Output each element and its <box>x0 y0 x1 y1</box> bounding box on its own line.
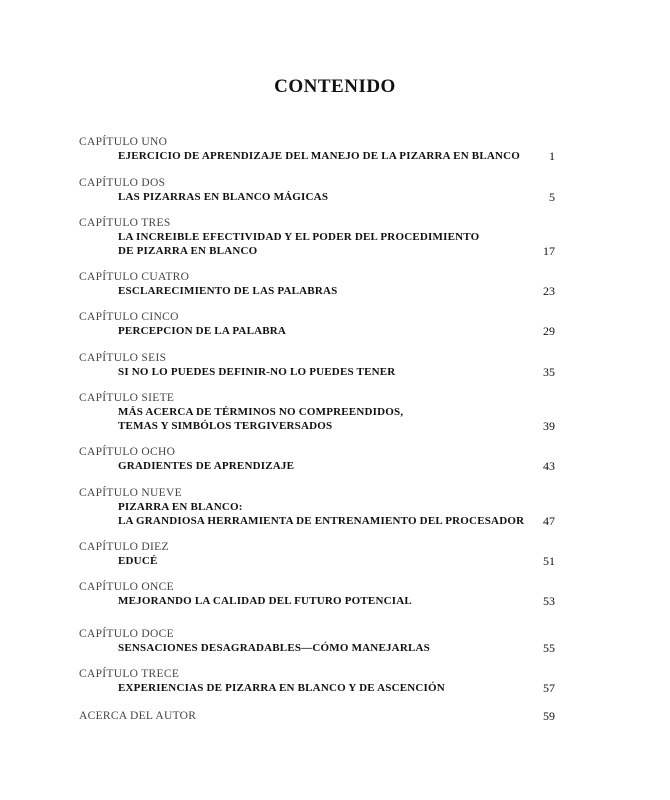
toc-entry[interactable] <box>79 176 555 204</box>
toc-entry[interactable] <box>79 135 555 163</box>
chapter-title-line: TEMAS Y SIMBÓLOS TERGIVERSADOS <box>118 420 333 432</box>
about-author-label: ACERCA DEL AUTOR <box>79 710 197 722</box>
chapter-label: CAPÍTULO SEIS <box>79 352 167 364</box>
chapter-label: CAPÍTULO CINCO <box>79 311 179 323</box>
toc-entry[interactable] <box>79 391 555 433</box>
chapter-title-line: LAS PIZARRAS EN BLANCO MÁGICAS <box>118 191 329 203</box>
chapter-title-line: GRADIENTES DE APRENDIZAJE <box>118 460 295 472</box>
chapter-label: CAPÍTULO UNO <box>79 136 168 148</box>
page-number: 17 <box>543 244 555 258</box>
toc-entry[interactable] <box>79 445 555 473</box>
page-number: 53 <box>543 594 555 608</box>
chapter-title-line: LA GRANDIOSA HERRAMIENTA DE ENTRENAMIENTO DEL PROCESADOR <box>118 515 525 527</box>
page-number: 23 <box>543 284 555 298</box>
page-number: 57 <box>543 681 555 695</box>
toc-entry[interactable] <box>79 351 555 379</box>
chapter-label: CAPÍTULO TRES <box>79 217 171 229</box>
toc-entry[interactable] <box>79 216 555 258</box>
chapter-label: CAPÍTULO NUEVE <box>79 487 182 499</box>
chapter-title-line: EDUCÉ <box>118 555 158 567</box>
page-number: 5 <box>549 190 555 204</box>
page-number: 29 <box>543 324 555 338</box>
chapter-title-line: SI NO LO PUEDES DEFINIR-NO LO PUEDES TENER <box>118 366 396 378</box>
chapter-label: CAPÍTULO DIEZ <box>79 541 169 553</box>
toc-entry[interactable] <box>79 580 555 608</box>
toc-entry[interactable] <box>79 667 555 695</box>
chapter-label: CAPÍTULO ONCE <box>79 581 174 593</box>
page-number: 35 <box>543 365 555 379</box>
page-number: 1 <box>549 149 555 163</box>
chapter-title-line: MEJORANDO LA CALIDAD DEL FUTURO POTENCIAL <box>118 595 412 607</box>
page-number: 47 <box>543 514 555 528</box>
chapter-title-line: LA INCREIBLE EFECTIVIDAD Y EL PODER DEL PROCEDIMIENTO <box>118 231 480 243</box>
chapter-label: CAPÍTULO SIETE <box>79 392 175 404</box>
page-number: 59 <box>543 709 555 723</box>
chapter-title-line: EXPERIENCIAS DE PIZARRA EN BLANCO Y DE ASCENCIÓN <box>118 682 445 694</box>
chapter-title-line: PIZARRA EN BLANCO: <box>118 501 243 513</box>
toc-entry-about-author[interactable] <box>79 709 555 723</box>
chapter-title-line: DE PIZARRA EN BLANCO <box>118 245 258 257</box>
chapter-label: CAPÍTULO OCHO <box>79 446 176 458</box>
toc-entry[interactable] <box>79 540 555 568</box>
page-number: 39 <box>543 419 555 433</box>
page-number: 43 <box>543 459 555 473</box>
chapter-title-line: MÁS ACERCA DE TÉRMINOS NO COMPREENDIDOS, <box>118 406 404 418</box>
toc-entry[interactable] <box>79 270 555 298</box>
page-number: 51 <box>543 554 555 568</box>
toc-entry[interactable] <box>79 310 555 338</box>
chapter-title-line: ESCLARECIMIENTO DE LAS PALABRAS <box>118 285 338 297</box>
chapter-title-line: EJERCICIO DE APRENDIZAJE DEL MANEJO DE LA PIZARRA EN BLANCO <box>118 150 521 162</box>
chapter-label: CAPÍTULO CUATRO <box>79 271 190 283</box>
toc-entry[interactable] <box>79 627 555 655</box>
chapter-title-line: PERCEPCION DE LA PALABRA <box>118 325 287 337</box>
chapter-title-line: SENSACIONES DESAGRADABLES—CÓMO MANEJARLAS <box>118 642 430 654</box>
chapter-label: CAPÍTULO DOS <box>79 177 166 189</box>
chapter-label: CAPÍTULO TRECE <box>79 668 180 680</box>
chapter-label: CAPÍTULO DOCE <box>79 628 174 640</box>
page-title: CONTENIDO <box>274 76 396 97</box>
page-number: 55 <box>543 641 555 655</box>
toc-entry[interactable] <box>79 486 555 528</box>
